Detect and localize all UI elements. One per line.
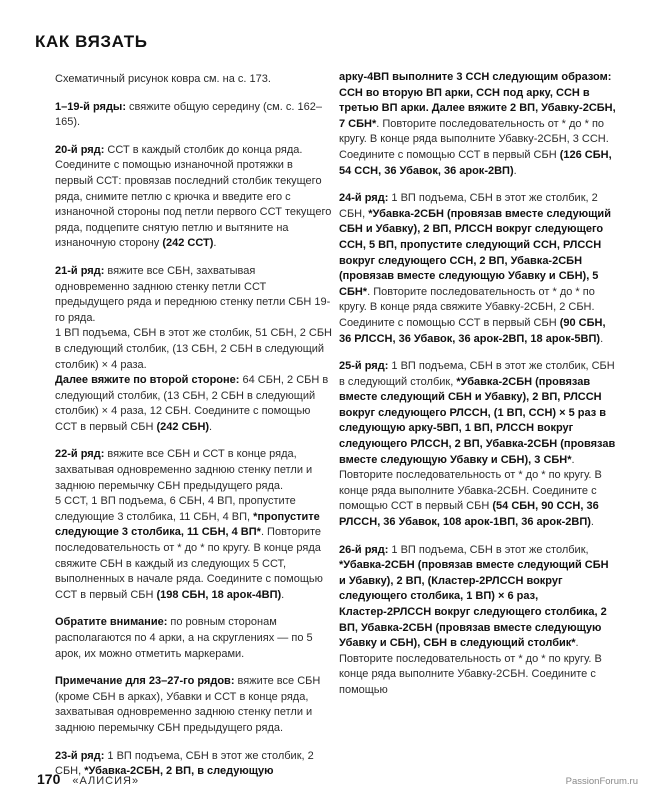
other-side-paragraph: Далее вяжите по второй стороне: 64 СБН, 2 СБН в следующий столбик, (13 СБН, 2 СБН в следующий столбик) × 4 раза, 12 СБН. Соедините с помощью ССТ в первый СБН (242 СБН). — [55, 374, 329, 433]
note-label: Обратите внимание: — [55, 616, 168, 629]
row-21-paragraph: 21-й ряд: вяжите все СБН, захватывая одновременно заднюю стенку петли ССТ предыдущего ряда и переднюю стенку петли СБН 19-го ряда. — [55, 264, 331, 324]
rows-1-19-paragraph: 1–19-й ряды: свяжите общую середину (см. с. 162–165). — [55, 100, 322, 129]
row-22-instructions: 5 ССТ, 1 ВП подъема, 6 СБН, 4 ВП, пропустите следующие 3 столбика, 11 СБН, 4 ВП, *пропустите следующие 3 столбика, 11 СБН, 4 ВП*. Повторите последовательность от * до * по кругу. В конце ряда свяжите СБН в каждый из следующих 5 ССТ, выполненных в начале ряда. Соедините с помощью ССТ в первый СБН (198 СБН, 18 арок-4ВП). — [55, 495, 323, 601]
page-heading: КАК ВЯЗАТЬ — [35, 32, 148, 51]
row-label: 22-й ряд: — [55, 448, 105, 461]
row-23-continuation: арку-4ВП выполните 3 ССН следующим образом: ССН во вторую ВП арки, ССН под арку, ССН в третью ВП арки. Далее вяжите 2 ВП, Убавку-2СБН, 7 СБН*. Повторите последовательность от * до * по кругу. В конце ряда выполните Убавку-2СБН, 3 ССН. Соедините с помощью ССТ в первый СБН (126 СБН, 54 ССН, 36 Убавок, 36 арок-2ВП). — [339, 71, 616, 177]
intro-paragraph: Схематичный рисунок ковра см. на с. 173. — [55, 73, 271, 85]
repeat-sequence: арку-4ВП выполните 3 ССН следующим образом: ССН во вторую ВП арки, ССН под арку, ССН в третью ВП арки. Далее вяжите 2 ВП, Убавку-2СБН, 7 СБН* — [339, 71, 616, 130]
stitch-total: (242 СБН) — [156, 420, 210, 433]
repeat-sequence: *Убавка-2СБН (провязав вместе следующий СБН и Убавку), 2 ВП, (Кластер-2РЛССН вокруг следующего столбика, 1 ВП) × 6 раз, Кластер-2РЛССН вокруг следующего столбика, 2 ВП, Убавка-2СБН (провязав вместе следующую Убавку и СБН), СБН в следующий столбик* — [339, 559, 609, 650]
repeat-sequence: *пропустите следующие 3 столбика, 11 СБН, 4 ВП* — [55, 510, 320, 539]
stitch-total: (242 ССТ) — [162, 237, 214, 250]
row-label: 20-й ряд: — [55, 143, 105, 156]
watermark: PassionForum.ru — [565, 776, 638, 787]
right-column — [339, 70, 616, 699]
magazine-brand: «АЛИСИЯ» — [72, 775, 140, 787]
repeat-sequence: *Убавка-2СБН (провязав вместе следующий СБН и Убавку), 2 ВП, РЛССН вокруг следующего РЛССН, (1 ВП, ССН) × 5 раз в следующую арку-5ВП, 1 ВП, РЛССН вокруг следующего РЛССН, 2 ВП, Убавка-2СБН (провязав вместе следующую Убавку и СБН), 3 СБН* — [339, 375, 616, 466]
page-footer — [37, 771, 139, 787]
note-paragraph: Обратите внимание: по ровным сторонам располагаются по 4 арки, а на скруглениях — по 5 арок, их можно отметить маркерами. — [55, 616, 313, 660]
row-21-instructions: 1 ВП подъема, СБН в этот же столбик, 51 СБН, 2 СБН в следующий столбик, (13 СБН, 2 СБН в следующий столбик) × 4 раза. — [55, 327, 332, 371]
remark-paragraph: Примечание для 23–27-го рядов: вяжите все СБН (кроме СБН в арках), Убавки и ССТ в конце ряда, захватывая одновременно заднюю стенку петли и заднюю перемычку СБН предыдущего ряда. — [55, 675, 321, 734]
row-26-paragraph: 26-й ряд: 1 ВП подъема, СБН в этот же столбик, *Убавка-2СБН (провязав вместе следующий СБН и Убавку), 2 ВП, (Кластер-2РЛССН вокруг следующего столбика, 1 ВП) × 6 раз, Кластер-2РЛССН вокруг следующего столбика, 2 ВП, Убавка-2СБН (провязав вместе следующую Убавку и СБН), СБН в следующий столбик*. Повторите последовательность от * до * по кругу. В конце ряда выполните Убавку-2СБН. Соедините с помощью — [339, 543, 609, 696]
stitch-total: (90 СБН, 36 РЛССН, 36 Убавок, 36 арок-2ВП, 18 арок-5ВП) — [339, 316, 606, 345]
page-number: 170 — [37, 771, 61, 787]
row-label: 23-й ряд: — [55, 749, 105, 762]
left-column — [55, 72, 332, 780]
row-label: 21-й ряд: — [55, 264, 105, 277]
row-22-paragraph: 22-й ряд: вяжите все СБН и ССТ в конце ряда, захватывая одновременно заднюю стенку петли и заднюю перемычку СБН предыдущего ряда. — [55, 448, 313, 492]
repeat-sequence: *Убавка-2СБН, 2 ВП, в следующую — [84, 765, 274, 778]
row-25-paragraph: 25-й ряд: 1 ВП подъема, СБН в этот же столбик, СБН в следующий столбик, *Убавка-2СБН (провязав вместе следующий СБН и Убавку), 2 ВП, РЛССН вокруг следующего РЛССН, (1 ВП, ССН) × 5 раз в следующую арку-5ВП, 1 ВП, РЛССН вокруг следующего РЛССН, 2 ВП, Убавка-2СБН (провязав вместе следующую Убавку и СБН), 3 СБН*. Повторите последовательность от * до * по кругу. В конце ряда выполните Убавка-2СБН. Соедините с помощью ССТ в первый СБН (54 СБН, 90 ССН, 36 РЛССН, 36 Убавок, 108 арок-1ВП, 36 арок-2ВП). — [339, 360, 616, 529]
remark-label: Примечание для 23–27-го рядов: — [55, 675, 235, 688]
row-24-paragraph: 24-й ряд: 1 ВП подъема, СБН в этот же столбик, 2 СБН, *Убавка-2СБН (провязав вместе следующий СБН и Убавку), 2 ВП, РЛССН вокруг следующего ССН, 5 ВП, пропустите следующий ССН, РЛССН вокруг следующего ССН, 2 ВП, Убавка-2СБН (провязав вместе следующую Убавку и СБН), 5 СБН*. Повторите последовательность от * до * по кругу. В конце ряда свяжите Убавку-2СБН, 2 СБН. Соедините с помощью ССТ в первый СБН (90 СБН, 36 РЛССН, 36 Убавок, 36 арок-2ВП, 18 арок-5ВП). — [339, 192, 611, 345]
row-label: 24-й ряд: — [339, 192, 389, 205]
stitch-total: (54 СБН, 90 ССН, 36 РЛССН, 36 Убавок, 108 арок-1ВП, 36 арок-2ВП) — [339, 500, 599, 529]
row-label: 25-й ряд: — [339, 360, 389, 373]
row-20-paragraph: 20-й ряд: ССТ в каждый столбик до конца ряда. Соедините с помощью изнаночной протяжки в первый ССТ: провязав последний столбик текущего ряда, снимите петлю с крючка и введите его с изнаночной стороны под петли первого ССТ текущего ряда, подцепите снятую петлю и вытяните на изнаночную сторону (242 ССТ). — [55, 143, 332, 250]
row-label: 26-й ряд: — [339, 543, 389, 556]
stitch-total: (198 СБН, 18 арок-4ВП) — [156, 588, 282, 601]
stitch-total: (126 СБН, 54 ССН, 36 Убавок, 36 арок-2ВП) — [339, 148, 612, 177]
repeat-sequence: *Убавка-2СБН (провязав вместе следующий СБН и Убавку), 2 ВП, РЛССН вокруг следующего ССН, 5 ВП, пропустите следующий ССН, РЛССН вокруг следующего ССН, 2 ВП, Убавка-2СБН (провязав вместе следующую Убавку и СБН), 5 СБН* — [339, 207, 611, 298]
row-23-paragraph: 23-й ряд: 1 ВП подъема, СБН в этот же столбик, 2 СБН, *Убавка-2СБН, 2 ВП, в следующую — [55, 749, 314, 778]
section-label: Далее вяжите по второй стороне: — [55, 374, 240, 387]
row-label: 1–19-й ряды: — [55, 100, 126, 113]
